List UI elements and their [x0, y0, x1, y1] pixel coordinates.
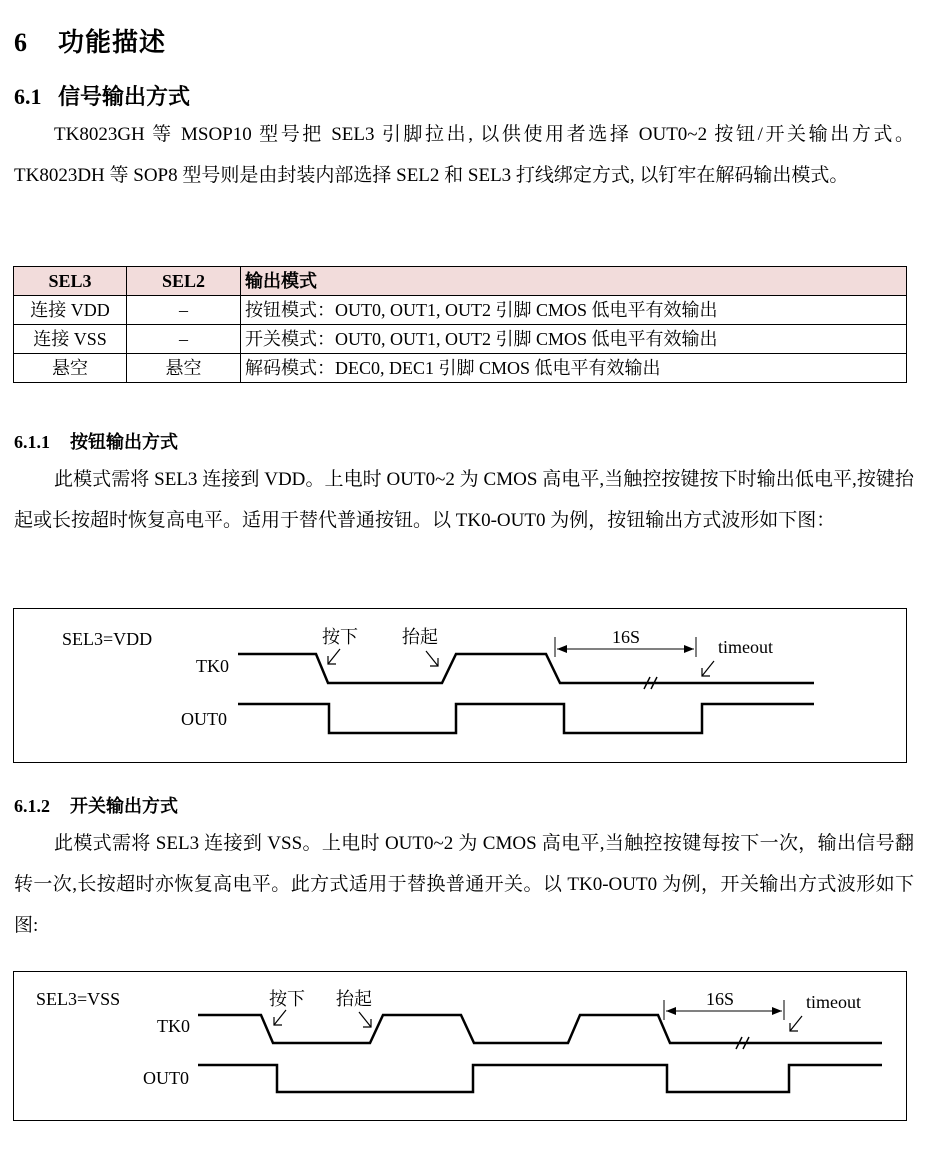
press-arrow — [328, 649, 340, 664]
table-cell: 解码模式：DEC0, DEC1 引脚 CMOS 低电平有效输出 — [241, 354, 907, 383]
table-header-row — [14, 267, 907, 296]
table-cell: 悬空 — [14, 354, 127, 383]
output-mode-table — [13, 266, 907, 383]
subsection-number: 6.1.2 — [14, 796, 50, 816]
table-row — [14, 354, 907, 383]
release-label: 抬起 — [336, 989, 372, 1009]
table-header-cell: 输出模式 — [241, 267, 907, 296]
section-title: 功能描述 — [58, 28, 167, 57]
duration-label: 16S — [612, 627, 641, 647]
subsection-title: 信号输出方式 — [58, 84, 191, 109]
table-cell: 连接 VSS — [14, 325, 127, 354]
subsection-title: 开关输出方式 — [70, 796, 178, 816]
paragraph-6-1: TK8023GH 等 MSOP10 型号把 SEL3 引脚拉出, 以供使用者选择 OUT0~2 按钮/开关输出方式。TK8023DH 等 SOP8 型号则是由封装内部选择 SEL2 和 SEL3 打线绑定方式, 以钉牢在解码输出模式。 — [14, 124, 914, 186]
sel-label: SEL3=VDD — [62, 629, 153, 649]
table-cell: – — [127, 325, 241, 354]
timeout-arrow — [702, 661, 714, 676]
out-label: OUT0 — [143, 1068, 189, 1088]
subsection-title: 按钮输出方式 — [70, 432, 178, 452]
out-label: OUT0 — [181, 709, 227, 729]
switch-mode-waveform — [14, 972, 906, 1120]
press-arrow — [274, 1010, 286, 1025]
dimension-arrow-right — [684, 645, 694, 653]
subsection-number: 6.1.1 — [14, 432, 50, 452]
duration-label: 16S — [706, 989, 735, 1009]
sel-label: SEL3=VSS — [36, 989, 121, 1009]
paragraph-6-1-1: 此模式需将 SEL3 连接到 VDD。上电时 OUT0~2 为 CMOS 高电平,当触控按键按下时输出低电平,按键抬起或长按超时恢复高电平。适用于替代普通按钮。以 TK0-OUT0 为例，按钮输出方式波形如下图： — [14, 469, 914, 531]
table-cell: 连接 VDD — [14, 296, 127, 325]
release-arrow — [426, 651, 438, 666]
subsection-heading-6-1 — [14, 80, 190, 111]
button-mode-waveform — [14, 609, 906, 762]
release-arrow — [359, 1012, 371, 1027]
press-label: 按下 — [322, 627, 358, 647]
table-cell: – — [127, 296, 241, 325]
section-heading — [14, 22, 166, 59]
table-cell: 悬空 — [127, 354, 241, 383]
dimension-arrow-right — [772, 1007, 782, 1015]
timeout-label: timeout — [718, 637, 773, 657]
release-label: 抬起 — [402, 627, 438, 647]
press-label: 按下 — [269, 989, 305, 1009]
table-cell: 开关模式：OUT0, OUT1, OUT2 引脚 CMOS 低电平有效输出 — [241, 325, 907, 354]
dimension-arrow-left — [666, 1007, 676, 1015]
tk-label: TK0 — [196, 656, 229, 676]
subsection-heading-6-1-1 — [14, 428, 178, 454]
table-row — [14, 296, 907, 325]
paragraph-6-1-2: 此模式需将 SEL3 连接到 VSS。上电时 OUT0~2 为 CMOS 高电平,当触控按键每按下一次，输出信号翻转一次,长按超时亦恢复高电平。此方式适用于替换普通开关。以 TK0-OUT0 为例，开关输出方式波形如下图: — [14, 833, 914, 936]
table-header-cell: SEL3 — [14, 267, 127, 296]
subsection-heading-6-1-2 — [14, 792, 178, 818]
tk-label: TK0 — [157, 1016, 190, 1036]
table-header-cell: SEL2 — [127, 267, 241, 296]
switch-mode-waveform-diagram — [13, 971, 907, 1121]
button-mode-waveform-diagram — [13, 608, 907, 763]
timeout-arrow — [790, 1016, 802, 1031]
table-cell: 按钮模式：OUT0, OUT1, OUT2 引脚 CMOS 低电平有效输出 — [241, 296, 907, 325]
timeout-label: timeout — [806, 992, 861, 1012]
tk0-waveform — [238, 654, 814, 683]
subsection-number: 6.1 — [14, 84, 42, 109]
out0-waveform — [198, 1065, 882, 1092]
tk0-waveform — [198, 1015, 882, 1043]
out0-waveform — [238, 704, 814, 733]
dimension-arrow-left — [557, 645, 567, 653]
table-row — [14, 325, 907, 354]
section-number: 6 — [14, 28, 28, 57]
